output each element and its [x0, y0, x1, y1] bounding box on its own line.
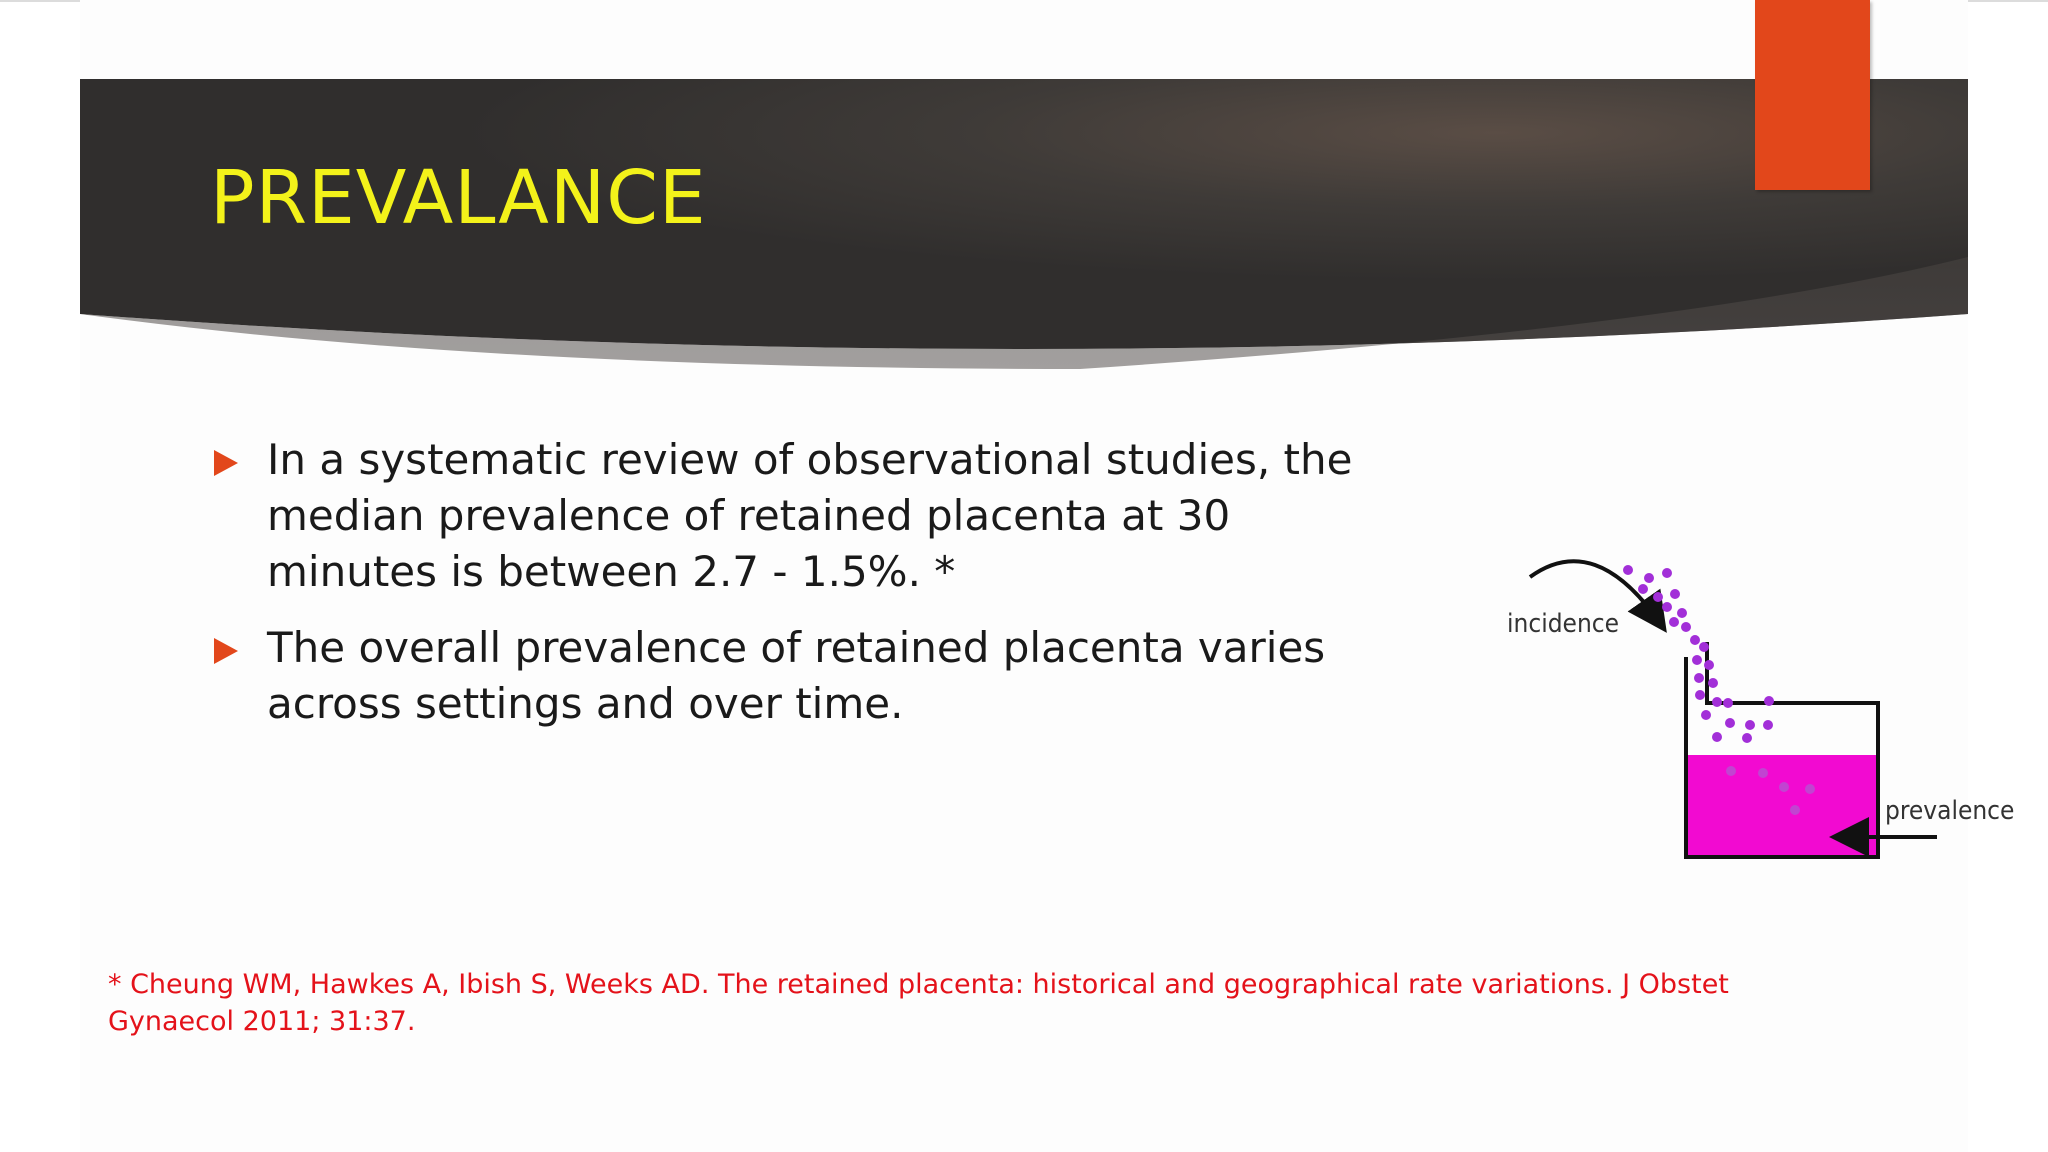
prevalence-pool: [1686, 755, 1878, 855]
prevalence-label: prevalence: [1885, 796, 2015, 826]
incidence-prevalence-diagram: [1495, 555, 2015, 885]
slide-title: PREVALANCE: [210, 155, 707, 241]
incidence-dots: [1623, 565, 1774, 743]
incidence-label: incidence: [1507, 609, 1620, 639]
bullet-text: In a systematic review of observational studies, the median prevalence of retained placenta at 30 minutes is between 2.7 - 1.5%. *: [267, 435, 1353, 596]
orange-corner-tab: [1755, 0, 1870, 190]
diagram-svg: [1495, 555, 2015, 885]
reference-citation: * Cheung WM, Hawkes A, Ibish S, Weeks AD. The retained placenta: historical and geographical rate variations. J Obstet Gynaecol 2011; 31:37.: [108, 969, 1729, 1037]
triangle-bullet-icon: [214, 450, 238, 476]
bullet-item: [210, 620, 1410, 732]
bullet-list: [210, 432, 1410, 752]
bullet-item: [210, 432, 1410, 600]
triangle-bullet-icon: [214, 638, 238, 664]
bullet-text: The overall prevalence of retained placenta varies across settings and over time.: [267, 623, 1326, 728]
